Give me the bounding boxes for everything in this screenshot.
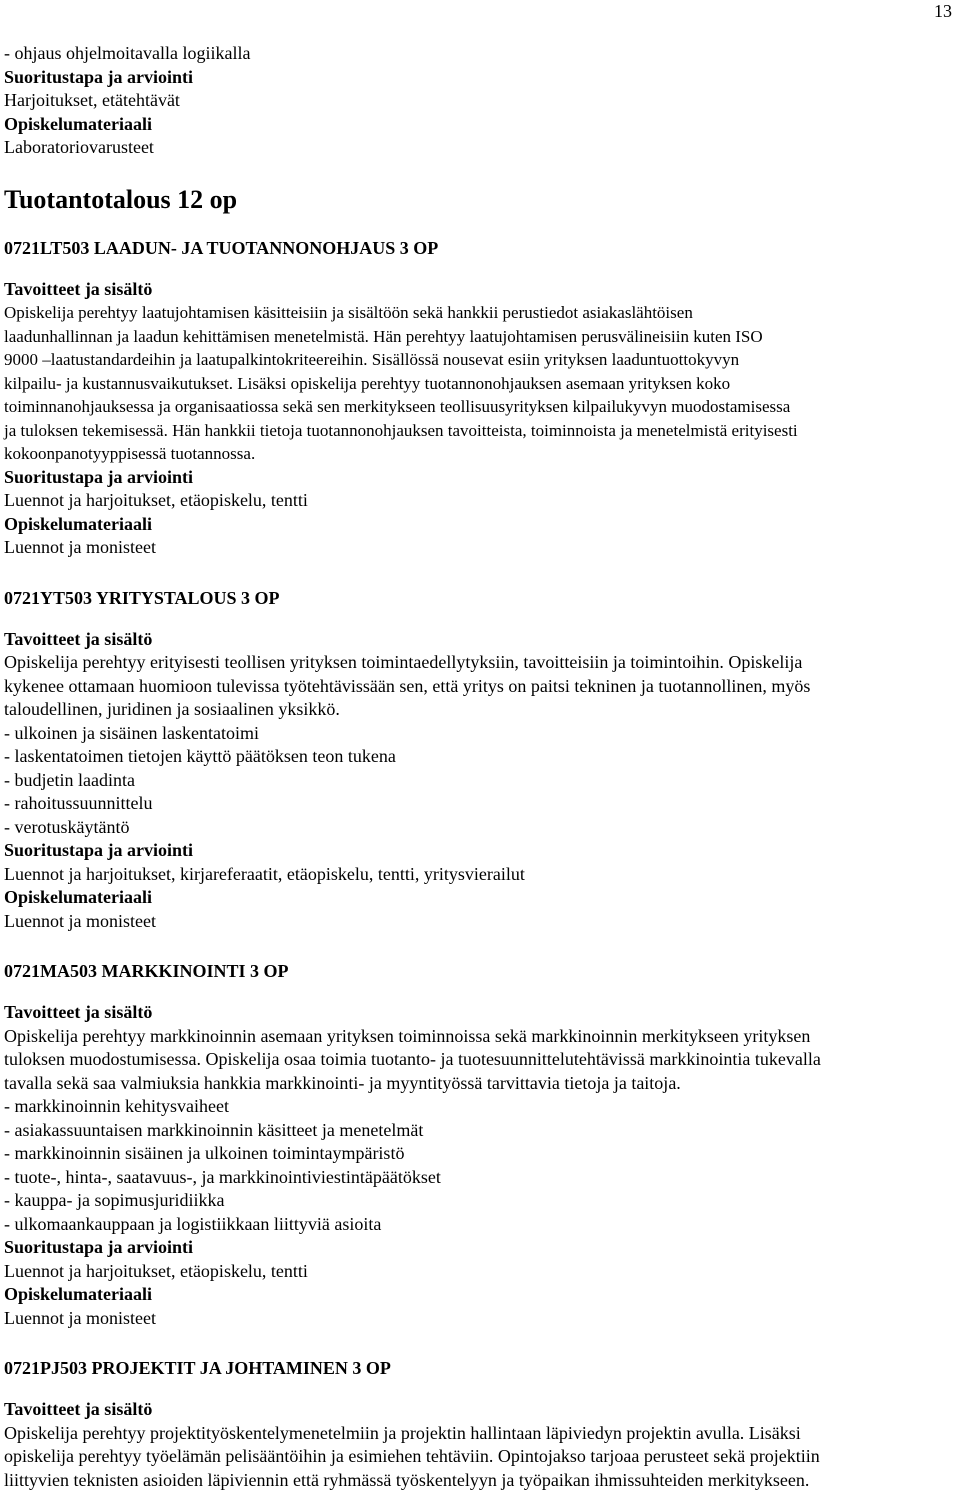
intro-block: [4, 42, 956, 160]
material-text: Laboratoriovarusteet: [4, 137, 154, 157]
list-item: - ulkoinen ja sisäinen laskentatoimi: [4, 722, 259, 743]
material-text: Luennot ja monisteet: [4, 910, 156, 931]
course-code-title: 0721LT503 LAADUN- JA TUOTANNONOHJAUS 3 OP: [4, 237, 439, 258]
course-yritystalous: [4, 586, 956, 934]
material-heading: Opiskelumateriaali: [4, 887, 152, 907]
method-text: Luennot ja harjoitukset, kirjareferaatit, etäopiskelu, tentti, yritysvierailut: [4, 863, 525, 884]
goals-heading: Tavoitteet ja sisältö: [4, 1399, 153, 1419]
list-item: - laskentatoimen tietojen käyttö päätöksen teon tukena: [4, 746, 396, 766]
description-line: Opiskelija perehtyy erityisesti teollisen yrityksen toimintaedellytyksiin, tavoitteisiin ja toimintoihin. Opiskelija: [4, 652, 803, 672]
goals-heading: Tavoitteet ja sisältö: [4, 1002, 153, 1022]
list-item: - markkinoinnin sisäinen ja ulkoinen toimintaympäristö: [4, 1143, 405, 1163]
document-body: [4, 42, 956, 1492]
description-line: Opiskelija perehtyy projektityöskentelymenetelmiin ja projektin hallintaan läpiviedyn projektin avulla. Lisäksi: [4, 1422, 801, 1443]
list-item: - budjetin laadinta: [4, 769, 135, 790]
material-heading: Opiskelumateriaali: [4, 513, 152, 534]
description-line: Opiskelija perehtyy markkinoinnin asemaan yrityksen toiminnoissa sekä markkinoinnin merkitykseen yrityksen: [4, 1025, 811, 1046]
course-code-title: 0721MA503 MARKKINOINTI 3 OP: [4, 961, 289, 981]
material-heading: Opiskelumateriaali: [4, 113, 152, 134]
course-markkinointi: [4, 959, 956, 1330]
section-title: Tuotantotalous 12 op: [4, 184, 238, 214]
page-number: 13: [934, 1, 952, 21]
list-item: - rahoitussuunnittelu: [4, 793, 153, 813]
description-line: 9000 –laatustandardeihin ja laatupalkintokriteereihin. Sisällössä nousevat esiin yrityksen laaduntuottokyvyn: [4, 350, 740, 369]
list-item: - markkinoinnin kehitysvaiheet: [4, 1096, 229, 1116]
description-line: tavalla sekä saa valmiuksia hankkia markkinointi- ja myyntityössä tarvittavia tietoja ja taitoja.: [4, 1072, 681, 1093]
description-line: liittyvien teknisten asioiden läpiviennin että ryhmässä työskentelyyn ja työpaikan ihmissuhteiden merkitykseen.: [4, 1469, 810, 1490]
goals-heading: Tavoitteet ja sisältö: [4, 628, 153, 649]
method-text: Luennot ja harjoitukset, etäopiskelu, tentti: [4, 1260, 308, 1281]
description-line: kilpailu- ja kustannusvaikutukset. Lisäksi opiskelija perehtyy tuotannonohjauksen asemaan yrityksen koko: [4, 373, 731, 393]
description-line: Opiskelija perehtyy laatujohtamisen käsitteisiin ja sisältöön sekä hankkii perustiedot asiakaslähtöisen: [4, 303, 693, 322]
material-heading: Opiskelumateriaali: [4, 1284, 152, 1304]
material-text: Luennot ja monisteet: [4, 537, 156, 557]
list-item: - asiakassuuntaisen markkinoinnin käsitteet ja menetelmät: [4, 1119, 424, 1140]
description-line: taloudellinen, juridinen ja sosiaalinen yksikkö.: [4, 699, 340, 719]
description-line: toiminnanohjauksessa ja organisaatiossa sekä sen merkitykseen teollisuusyrityksen kilpailukyvyn muodostamisessa: [4, 397, 791, 416]
list-item: - verotuskäytäntö: [4, 816, 130, 837]
material-text: Luennot ja monisteet: [4, 1307, 156, 1328]
description-line: tuloksen muodostumisessa. Opiskelija osaa toimia tuotanto- ja tuotesuunnittelutehtävissä markkinointia tukevalla: [4, 1049, 821, 1069]
list-item: - tuote-, hinta-, saatavuus-, ja markkinointiviestintäpäätökset: [4, 1166, 441, 1187]
method-heading: Suoritustapa ja arviointi: [4, 1237, 194, 1257]
description-line: kykenee ottamaan huomioon tulevissa työtehtävissään sen, että yritys on paitsi tekninen ja tuotannollinen, myös: [4, 675, 811, 696]
description-line: kokoonpanotyyppisessä tuotannossa.: [4, 444, 256, 463]
method-text: Harjoitukset, etätehtävät: [4, 90, 180, 110]
course-code-title: 0721PJ503 PROJEKTIT JA JOHTAMINEN 3 OP: [4, 1358, 391, 1378]
course-laadun-ja-tuotannonohjaus: [4, 236, 956, 560]
list-item: - ulkomaankauppaan ja logistiikkaan liittyviä asioita: [4, 1213, 382, 1234]
course-projektit-ja-johtaminen: [4, 1356, 956, 1492]
list-item: - kauppa- ja sopimusjuridiikka: [4, 1190, 225, 1210]
description-line: ja tuloksen tekemisessä. Hän hankkii tietoja tuotannonohjauksen tavoitteista, toiminnoista ja menetelmistä erityisesti: [4, 420, 798, 440]
goals-heading: Tavoitteet ja sisältö: [4, 278, 153, 299]
course-code-title: 0721YT503 YRITYSTALOUS 3 OP: [4, 587, 280, 608]
method-text: Luennot ja harjoitukset, etäopiskelu, tentti: [4, 490, 308, 510]
description-line: opiskelija perehtyy työelämän pelisääntöihin ja esimiehen tehtäviin. Opintojakso tarjoaa perusteet sekä projektiin: [4, 1446, 820, 1466]
intro-list-item: - ohjaus ohjelmoitavalla logiikalla: [4, 43, 251, 63]
method-heading: Suoritustapa ja arviointi: [4, 466, 194, 487]
method-heading: Suoritustapa ja arviointi: [4, 840, 194, 860]
description-line: laadunhallinnan ja laadun kehittämisen menetelmistä. Hän perehtyy laatujohtamisen perusvälineisiin kuten ISO: [4, 326, 763, 346]
method-heading: Suoritustapa ja arviointi: [4, 66, 194, 87]
